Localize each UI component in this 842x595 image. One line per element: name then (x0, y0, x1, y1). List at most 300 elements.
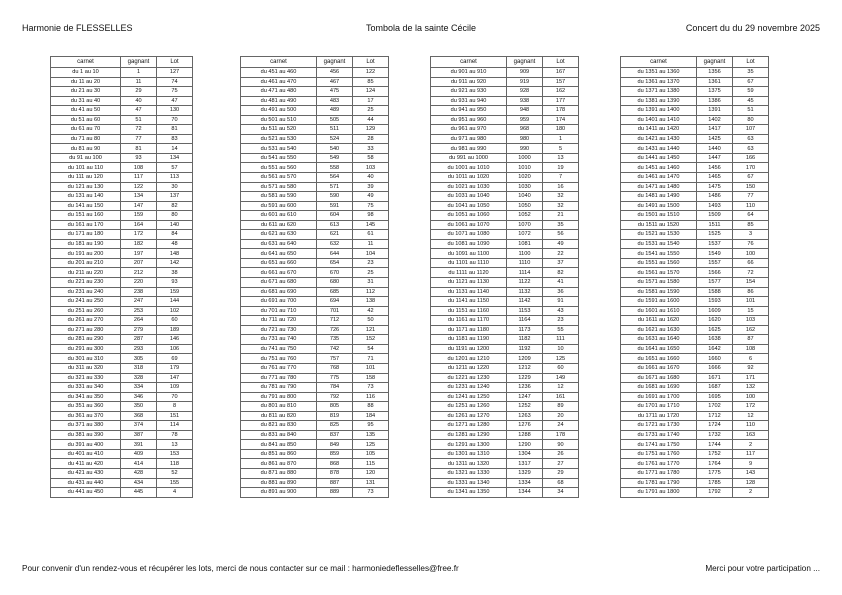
cell-lot: 40 (353, 173, 389, 183)
table-header-row (51, 57, 193, 68)
table-row (241, 220, 389, 230)
table-row (621, 230, 769, 240)
cell-gagnant: 1660 (697, 354, 733, 364)
cell-carnet: du 1001 au 1010 (431, 163, 507, 173)
table-row (51, 173, 193, 183)
results-table-2 (240, 56, 389, 498)
cell-carnet: du 1411 au 1420 (621, 125, 697, 135)
cell-carnet: du 1731 au 1740 (621, 430, 697, 440)
cell-gagnant: 1702 (697, 402, 733, 412)
cell-carnet: du 1531 au 1540 (621, 239, 697, 249)
cell-carnet: du 811 au 820 (241, 411, 317, 421)
cell-carnet: du 1391 au 1400 (621, 106, 697, 116)
cell-carnet: du 1481 au 1490 (621, 192, 697, 202)
table-row (241, 430, 389, 440)
cell-gagnant: 1072 (507, 230, 543, 240)
table-row (431, 278, 579, 288)
cell-lot: 132 (733, 383, 769, 393)
cell-gagnant: 1475 (697, 182, 733, 192)
cell-lot: 36 (543, 287, 579, 297)
cell-gagnant: 220 (121, 278, 157, 288)
table-row (431, 268, 579, 278)
cell-lot: 73 (353, 383, 389, 393)
cell-carnet: du 631 au 640 (241, 239, 317, 249)
cell-carnet: du 1181 au 1190 (431, 335, 507, 345)
table-row (431, 383, 579, 393)
table-row (621, 287, 769, 297)
table-row (621, 211, 769, 221)
table-row (621, 468, 769, 478)
cell-gagnant: 483 (317, 96, 353, 106)
cell-gagnant: 287 (121, 335, 157, 345)
table-row (51, 373, 193, 383)
table-row (621, 268, 769, 278)
table-row (241, 115, 389, 125)
table-row (621, 297, 769, 307)
cell-lot: 124 (353, 87, 389, 97)
cell-lot: 75 (157, 87, 193, 97)
cell-lot: 90 (543, 440, 579, 450)
cell-gagnant: 350 (121, 402, 157, 412)
cell-carnet: du 611 au 620 (241, 220, 317, 230)
cell-carnet: du 861 au 870 (241, 459, 317, 469)
cell-gagnant: 51 (121, 115, 157, 125)
cell-lot: 151 (157, 411, 193, 421)
cell-gagnant: 712 (317, 316, 353, 326)
cell-gagnant: 1695 (697, 392, 733, 402)
cell-gagnant: 980 (507, 134, 543, 144)
cell-lot: 125 (543, 354, 579, 364)
cell-lot: 127 (157, 68, 193, 78)
table-row (621, 383, 769, 393)
cell-gagnant: 1070 (507, 220, 543, 230)
cell-carnet: du 921 au 930 (431, 87, 507, 97)
cell-carnet: du 1681 au 1690 (621, 383, 697, 393)
results-table-1 (50, 56, 193, 498)
cell-carnet: du 1791 au 1800 (621, 488, 697, 498)
cell-carnet: du 501 au 510 (241, 115, 317, 125)
cell-carnet: du 1051 au 1060 (431, 211, 507, 221)
cell-carnet: du 1571 au 1580 (621, 278, 697, 288)
cell-carnet: du 541 au 550 (241, 153, 317, 163)
cell-gagnant: 1402 (697, 115, 733, 125)
table-row (51, 468, 193, 478)
table-row (621, 249, 769, 259)
header-event-title: Tombola de la sainte Cécile (365, 23, 477, 33)
cell-lot: 101 (733, 297, 769, 307)
table-row (431, 354, 579, 364)
table-row (621, 306, 769, 316)
cell-carnet: du 41 au 50 (51, 106, 121, 116)
cell-carnet: du 461 au 470 (241, 77, 317, 87)
table-row (241, 449, 389, 459)
table-row (621, 106, 769, 116)
cell-carnet: du 31 au 40 (51, 96, 121, 106)
cell-carnet: du 1431 au 1440 (621, 144, 697, 154)
table-row (621, 115, 769, 125)
cell-gagnant: 1356 (697, 68, 733, 78)
table-row (621, 392, 769, 402)
cell-carnet: du 851 au 860 (241, 449, 317, 459)
cell-gagnant: 1020 (507, 173, 543, 183)
cell-lot: 64 (733, 211, 769, 221)
table-row (241, 96, 389, 106)
table-row (431, 316, 579, 326)
cell-lot: 110 (733, 201, 769, 211)
cell-carnet: du 1011 au 1020 (431, 173, 507, 183)
table-row (621, 258, 769, 268)
cell-carnet: du 561 au 570 (241, 173, 317, 183)
cell-gagnant: 391 (121, 440, 157, 450)
cell-gagnant: 959 (507, 115, 543, 125)
cell-lot: 89 (543, 402, 579, 412)
cell-carnet: du 441 au 450 (51, 488, 121, 498)
cell-lot: 86 (733, 287, 769, 297)
cell-lot: 68 (543, 478, 579, 488)
cell-gagnant: 1081 (507, 239, 543, 249)
cell-gagnant: 1712 (697, 411, 733, 421)
cell-gagnant: 968 (507, 125, 543, 135)
cell-gagnant: 591 (317, 201, 353, 211)
cell-gagnant: 93 (121, 153, 157, 163)
cell-carnet: du 1541 au 1550 (621, 249, 697, 259)
cell-carnet: du 1231 au 1240 (431, 383, 507, 393)
cell-gagnant: 1456 (697, 163, 733, 173)
cell-lot: 74 (157, 77, 193, 87)
cell-gagnant: 238 (121, 287, 157, 297)
table-row (241, 134, 389, 144)
table-row (621, 402, 769, 412)
table-row (621, 440, 769, 450)
cell-lot: 161 (543, 392, 579, 402)
cell-gagnant: 1620 (697, 316, 733, 326)
table-row (621, 363, 769, 373)
table-row (51, 335, 193, 345)
cell-gagnant: 825 (317, 421, 353, 431)
cell-lot: 50 (353, 316, 389, 326)
table-row (431, 77, 579, 87)
header-association-name: Harmonie de FLESSELLES (22, 23, 133, 33)
table-row (241, 363, 389, 373)
cell-lot: 143 (733, 468, 769, 478)
cell-lot: 101 (353, 363, 389, 373)
table-row (51, 268, 193, 278)
header-lot: Lot (157, 57, 193, 68)
cell-carnet: du 661 au 670 (241, 268, 317, 278)
cell-lot: 60 (157, 316, 193, 326)
cell-carnet: du 531 au 540 (241, 144, 317, 154)
cell-carnet: du 601 au 610 (241, 211, 317, 221)
cell-gagnant: 1744 (697, 440, 733, 450)
header-carnet: carnet (51, 57, 121, 68)
cell-carnet: du 1781 au 1790 (621, 478, 697, 488)
cell-carnet: du 341 au 350 (51, 392, 121, 402)
cell-gagnant: 489 (317, 106, 353, 116)
cell-carnet: du 701 au 710 (241, 306, 317, 316)
cell-carnet: du 231 au 240 (51, 287, 121, 297)
table-row (51, 249, 193, 259)
cell-carnet: du 1751 au 1760 (621, 449, 697, 459)
cell-lot: 103 (353, 163, 389, 173)
table-row (51, 392, 193, 402)
cell-lot: 114 (157, 421, 193, 431)
table-row (621, 201, 769, 211)
cell-lot: 109 (157, 383, 193, 393)
cell-lot: 52 (157, 468, 193, 478)
cell-gagnant: 919 (507, 77, 543, 87)
cell-lot: 88 (353, 402, 389, 412)
cell-carnet: du 1241 au 1250 (431, 392, 507, 402)
cell-lot: 178 (543, 106, 579, 116)
cell-carnet: du 1471 au 1480 (621, 182, 697, 192)
cell-gagnant: 1493 (697, 201, 733, 211)
cell-gagnant: 1687 (697, 383, 733, 393)
cell-gagnant: 1030 (507, 182, 543, 192)
table-row (621, 278, 769, 288)
table-row (431, 153, 579, 163)
table-row (51, 459, 193, 469)
cell-gagnant: 346 (121, 392, 157, 402)
cell-carnet: du 1141 au 1150 (431, 297, 507, 307)
cell-lot: 100 (733, 249, 769, 259)
cell-carnet: du 281 au 290 (51, 335, 121, 345)
cell-lot: 144 (157, 297, 193, 307)
cell-gagnant: 1642 (697, 344, 733, 354)
cell-lot: 49 (353, 192, 389, 202)
cell-lot: 118 (157, 459, 193, 469)
cell-carnet: du 1151 au 1160 (431, 306, 507, 316)
cell-lot: 98 (353, 211, 389, 221)
cell-gagnant: 414 (121, 459, 157, 469)
cell-gagnant: 247 (121, 297, 157, 307)
cell-gagnant: 1465 (697, 173, 733, 183)
table-row (431, 402, 579, 412)
cell-lot: 189 (157, 325, 193, 335)
cell-gagnant: 868 (317, 459, 353, 469)
table-row (431, 125, 579, 135)
cell-carnet: du 371 au 380 (51, 421, 121, 431)
table-row (621, 411, 769, 421)
table-row (51, 383, 193, 393)
cell-lot: 179 (157, 363, 193, 373)
cell-gagnant: 1263 (507, 411, 543, 421)
cell-lot: 30 (157, 182, 193, 192)
cell-carnet: du 131 au 140 (51, 192, 121, 202)
cell-carnet: du 1101 au 1110 (431, 258, 507, 268)
cell-carnet: du 931 au 940 (431, 96, 507, 106)
cell-lot: 93 (157, 278, 193, 288)
table-row (621, 220, 769, 230)
cell-carnet: du 1311 au 1320 (431, 459, 507, 469)
cell-gagnant: 318 (121, 363, 157, 373)
table-row (431, 468, 579, 478)
cell-carnet: du 511 au 520 (241, 125, 317, 135)
cell-gagnant: 1173 (507, 325, 543, 335)
cell-carnet: du 321 au 330 (51, 373, 121, 383)
cell-gagnant: 1010 (507, 163, 543, 173)
cell-carnet: du 1251 au 1260 (431, 402, 507, 412)
table-row (51, 163, 193, 173)
table-row (431, 68, 579, 78)
cell-carnet: du 151 au 160 (51, 211, 121, 221)
cell-lot: 35 (733, 68, 769, 78)
cell-lot: 162 (733, 325, 769, 335)
table-row (431, 230, 579, 240)
cell-carnet: du 1501 au 1510 (621, 211, 697, 221)
cell-gagnant: 467 (317, 77, 353, 87)
cell-lot: 42 (353, 306, 389, 316)
cell-gagnant: 837 (317, 430, 353, 440)
cell-lot: 129 (353, 125, 389, 135)
cell-carnet: du 211 au 220 (51, 268, 121, 278)
cell-lot: 31 (353, 278, 389, 288)
cell-lot: 171 (733, 373, 769, 383)
results-table-4 (620, 56, 769, 498)
table-row (431, 173, 579, 183)
cell-lot: 148 (157, 249, 193, 259)
cell-lot: 113 (157, 173, 193, 183)
cell-lot: 85 (353, 77, 389, 87)
table-row (51, 77, 193, 87)
table-row (241, 411, 389, 421)
cell-gagnant: 428 (121, 468, 157, 478)
cell-gagnant: 279 (121, 325, 157, 335)
cell-carnet: du 1611 au 1620 (621, 316, 697, 326)
cell-carnet: du 571 au 580 (241, 182, 317, 192)
cell-carnet: du 241 au 250 (51, 297, 121, 307)
cell-lot: 13 (543, 153, 579, 163)
table-row (51, 449, 193, 459)
cell-gagnant: 147 (121, 201, 157, 211)
cell-gagnant: 1447 (697, 153, 733, 163)
footer-contact-note: Pour convenir d'un rendez-vous et récupérer les lots, merci de nous contacter sur ce mail : harmoniedeflesselles@free.fr (22, 564, 459, 573)
table-row (431, 239, 579, 249)
cell-lot: 152 (353, 335, 389, 345)
cell-carnet: du 451 au 460 (241, 68, 317, 78)
table-row (51, 230, 193, 240)
cell-lot: 72 (733, 268, 769, 278)
cell-lot: 32 (543, 201, 579, 211)
table-row (621, 87, 769, 97)
cell-lot: 154 (733, 278, 769, 288)
cell-carnet: du 381 au 390 (51, 430, 121, 440)
cell-gagnant: 1732 (697, 430, 733, 440)
cell-lot: 22 (543, 249, 579, 259)
cell-lot: 61 (353, 230, 389, 240)
cell-carnet: du 1721 au 1730 (621, 421, 697, 431)
cell-carnet: du 491 au 500 (241, 106, 317, 116)
cell-carnet: du 471 au 480 (241, 87, 317, 97)
cell-gagnant: 1164 (507, 316, 543, 326)
cell-gagnant: 1609 (697, 306, 733, 316)
cell-carnet: du 741 au 750 (241, 344, 317, 354)
cell-lot: 27 (543, 459, 579, 469)
cell-lot: 26 (543, 449, 579, 459)
cell-lot: 159 (157, 287, 193, 297)
cell-lot: 117 (733, 449, 769, 459)
cell-gagnant: 1317 (507, 459, 543, 469)
cell-gagnant: 293 (121, 344, 157, 354)
cell-lot: 15 (733, 306, 769, 316)
table-row (51, 220, 193, 230)
cell-carnet: du 1561 au 1570 (621, 268, 697, 278)
cell-lot: 3 (733, 230, 769, 240)
table-row (241, 125, 389, 135)
cell-carnet: du 1491 au 1500 (621, 201, 697, 211)
cell-lot: 12 (733, 411, 769, 421)
table-row (431, 325, 579, 335)
header-lot: Lot (353, 57, 389, 68)
cell-carnet: du 691 au 700 (241, 297, 317, 307)
table-row (431, 144, 579, 154)
table-row (51, 297, 193, 307)
cell-lot: 29 (543, 468, 579, 478)
cell-lot: 125 (353, 440, 389, 450)
cell-gagnant: 859 (317, 449, 353, 459)
cell-gagnant: 456 (317, 68, 353, 78)
cell-gagnant: 72 (121, 125, 157, 135)
cell-lot: 51 (733, 106, 769, 116)
cell-lot: 67 (733, 77, 769, 87)
cell-gagnant: 887 (317, 478, 353, 488)
table-row (51, 115, 193, 125)
cell-gagnant: 1666 (697, 363, 733, 373)
cell-lot: 13 (157, 440, 193, 450)
cell-gagnant: 1100 (507, 249, 543, 259)
cell-lot: 37 (543, 258, 579, 268)
cell-lot: 110 (733, 421, 769, 431)
cell-carnet: du 1711 au 1720 (621, 411, 697, 421)
cell-lot: 135 (353, 430, 389, 440)
cell-carnet: du 681 au 690 (241, 287, 317, 297)
cell-lot: 25 (353, 106, 389, 116)
cell-gagnant: 387 (121, 430, 157, 440)
cell-gagnant: 368 (121, 411, 157, 421)
cell-gagnant: 1577 (697, 278, 733, 288)
cell-lot: 9 (733, 459, 769, 469)
table-row (621, 77, 769, 87)
cell-carnet: du 71 au 80 (51, 134, 121, 144)
cell-gagnant: 159 (121, 211, 157, 221)
cell-gagnant: 1724 (697, 421, 733, 431)
cell-gagnant: 1775 (697, 468, 733, 478)
cell-gagnant: 1549 (697, 249, 733, 259)
cell-gagnant: 445 (121, 488, 157, 498)
cell-lot: 73 (353, 488, 389, 498)
cell-lot: 102 (157, 306, 193, 316)
table-row (51, 325, 193, 335)
table-row (431, 440, 579, 450)
cell-carnet: du 421 au 430 (51, 468, 121, 478)
cell-carnet: du 581 au 590 (241, 192, 317, 202)
cell-lot: 49 (543, 239, 579, 249)
table-row (51, 239, 193, 249)
cell-lot: 16 (543, 182, 579, 192)
table-row (51, 354, 193, 364)
cell-lot: 87 (733, 335, 769, 345)
cell-carnet: du 771 au 780 (241, 373, 317, 383)
cell-lot: 41 (543, 278, 579, 288)
cell-carnet: du 1281 au 1290 (431, 430, 507, 440)
cell-carnet: du 981 au 990 (431, 144, 507, 154)
cell-lot: 100 (733, 392, 769, 402)
cell-lot: 54 (353, 344, 389, 354)
cell-gagnant: 1247 (507, 392, 543, 402)
cell-lot: 106 (157, 344, 193, 354)
cell-gagnant: 122 (121, 182, 157, 192)
cell-gagnant: 1511 (697, 220, 733, 230)
cell-gagnant: 685 (317, 287, 353, 297)
